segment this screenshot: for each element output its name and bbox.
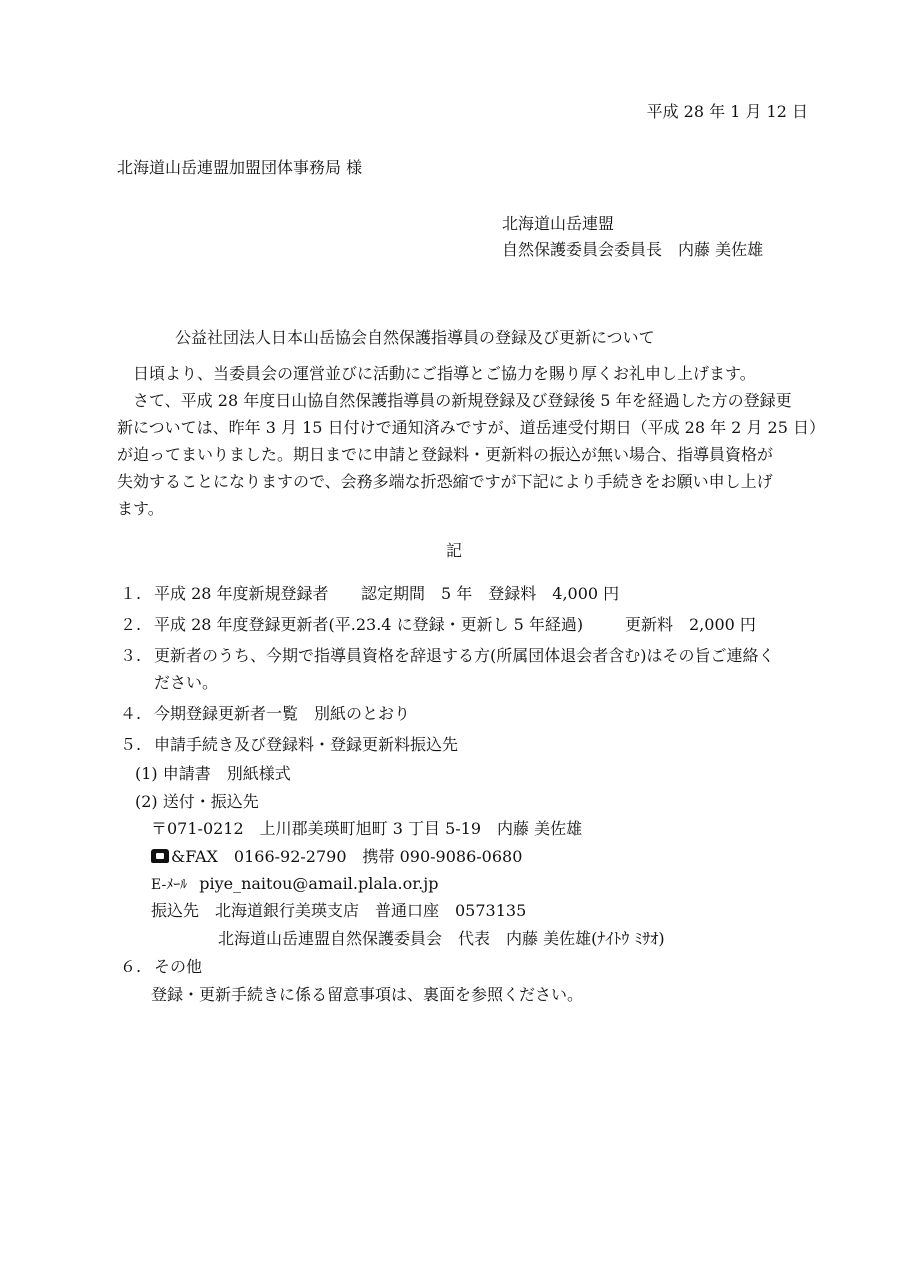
recipient: 北海道山岳連盟加盟団体事務局 様 bbox=[117, 158, 363, 177]
body-line-1: さて、平成 28 年度日山協自然保護指導員の新規登録及び登録後 5 年を経過した方の登録更 bbox=[133, 391, 792, 410]
list-number: ３. bbox=[120, 646, 142, 665]
email-label: E-ﾒｰﾙ bbox=[151, 877, 188, 893]
list-item-text: 今期登録更新者一覧 別紙のとおり bbox=[154, 704, 411, 723]
list-item-3 bbox=[120, 645, 775, 667]
list-item-text: 更新者のうち、今期で指導員資格を辞退する方(所属団体退会者含む)はその旨ご連絡く bbox=[154, 646, 775, 665]
list-number: ４. bbox=[120, 704, 142, 723]
body-line-4: 失効することになりますので、会務多端な折恐縮ですが下記により手続きをお願い申し上げ bbox=[117, 472, 773, 491]
list-item-6 bbox=[120, 956, 202, 978]
body-line-5: ます。 bbox=[117, 499, 164, 518]
sender-org: 北海道山岳連盟 bbox=[502, 214, 615, 233]
postal-address: 〒071-0212 上川郡美瑛町旭町 3 丁目 5-19 内藤 美佐雄 bbox=[151, 819, 583, 838]
body-line-3: が迫ってまいりました。期日までに申請と登録料・更新料の振込が無い場合、指導員資格が bbox=[117, 445, 774, 464]
list-item-text: その他 bbox=[154, 957, 203, 976]
email-address: piye_naitou@amail.plala.or.jp bbox=[199, 874, 439, 893]
email-line bbox=[151, 873, 438, 896]
item-2-fee: 更新料 2,000 円 bbox=[625, 615, 756, 634]
account-name: 北海道山岳連盟自然保護委員会 代表 内藤 美佐雄(ﾅｲﾄｳ ﾐｻｵ) bbox=[218, 929, 665, 948]
body-line-2: 新については、昨年 3 月 15 日付けで通知済みですが、道岳連受付期日（平成 28 年 2 月 25 日） bbox=[117, 418, 825, 437]
list-item-4 bbox=[120, 703, 410, 725]
sub-item-1: (1) 申請書 別紙様式 bbox=[135, 764, 291, 783]
item-1-period-fee: 認定期間 5 年 登録料 4,000 円 bbox=[361, 584, 620, 603]
list-item-text: 平成 28 年度登録更新者(平.23.4 に登録・更新し 5 年経過) bbox=[154, 615, 584, 634]
sender-person: 自然保護委員会委員長 内藤 美佐雄 bbox=[502, 240, 764, 259]
greeting-line: 日頃より、当委員会の運営並びに活動にご指導とご協力を賜り厚くお礼申し上げます。 bbox=[133, 364, 756, 383]
list-number: １. bbox=[120, 584, 142, 603]
phone-fax-text: &FAX 0166-92-2790 携帯 090-9086-0680 bbox=[171, 847, 523, 866]
list-number: ６. bbox=[120, 957, 142, 976]
list-number: ５. bbox=[120, 735, 142, 754]
list-number: ２. bbox=[120, 615, 142, 634]
list-item-text: 平成 28 年度新規登録者 bbox=[154, 584, 329, 603]
list-item-1 bbox=[120, 583, 329, 605]
list-item-3-continued: ださい。 bbox=[154, 673, 219, 692]
list-item-text: 申請手続き及び登録料・登録更新料振込先 bbox=[154, 735, 459, 754]
document-date: 平成 28 年 1 月 12 日 bbox=[646, 102, 808, 121]
phone-fax-line bbox=[151, 846, 522, 868]
document-title: 公益社団法人日本山岳協会自然保護指導員の登録及び更新について bbox=[175, 328, 655, 347]
list-item-5 bbox=[120, 734, 458, 756]
telephone-icon bbox=[151, 849, 169, 863]
sub-item-2: (2) 送付・振込先 bbox=[135, 792, 259, 811]
ki-heading: 記 bbox=[446, 541, 463, 560]
item-6-detail: 登録・更新手続きに係る留意事項は、裏面を参照ください。 bbox=[151, 985, 584, 1004]
list-item-2 bbox=[120, 614, 583, 636]
bank-line: 振込先 北海道銀行美瑛支店 普通口座 0573135 bbox=[151, 901, 527, 920]
